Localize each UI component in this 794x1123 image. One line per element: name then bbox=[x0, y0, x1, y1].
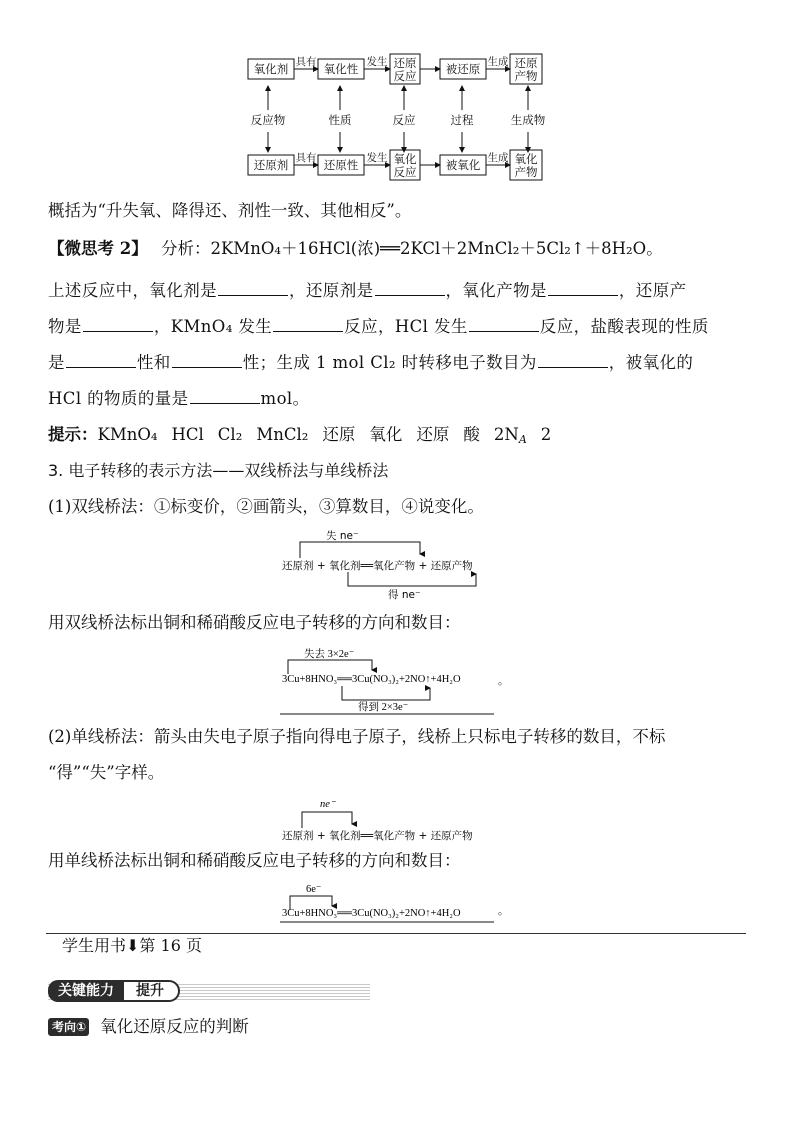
hint-answer: 还原 bbox=[416, 425, 450, 444]
page-number: 第 16 页 bbox=[139, 936, 202, 955]
concept-box-label: 氧化剂 bbox=[253, 62, 289, 76]
key-ability-banner bbox=[48, 980, 372, 1002]
single-bridge-generic-diagram bbox=[280, 794, 512, 842]
think-2-tag: 【微思考 2】 bbox=[48, 239, 148, 258]
answer-blank[interactable] bbox=[218, 281, 288, 296]
single-cu-period: 。 bbox=[498, 906, 509, 917]
concept-link-label: 发生 bbox=[366, 152, 388, 164]
answer-blank[interactable] bbox=[190, 389, 260, 404]
concept-box-label: 还原性 bbox=[323, 158, 359, 172]
concept-box-label: 被氧化 bbox=[445, 158, 481, 172]
arrow-down-icon: ⬇ bbox=[126, 936, 140, 955]
concept-box-label: 氧化性 bbox=[323, 62, 359, 76]
hint-answer: 还原 bbox=[322, 425, 356, 444]
concept-middle-label: 反应物 bbox=[250, 113, 286, 127]
concept-middle-label: 过程 bbox=[450, 113, 474, 127]
concept-box-label: 反应 bbox=[393, 69, 417, 83]
kaoxiang-number: ① bbox=[76, 1020, 87, 1034]
question-text: 性和 bbox=[136, 353, 171, 372]
single-cu-equation: 3Cu+8HNO₃══3Cu(NO₃)₂+2NO↑+4H₂O bbox=[282, 908, 461, 919]
double-bridge-task: 用双线桥法标出铜和稀硝酸反应电子转移的方向和数目： bbox=[48, 613, 461, 632]
kaoxiang-heading bbox=[48, 1016, 249, 1038]
question-line-4 bbox=[48, 388, 310, 410]
concept-link-label: 发生 bbox=[366, 56, 388, 68]
analysis-label: 分析： bbox=[160, 239, 211, 258]
double-bridge-generic-diagram bbox=[280, 528, 512, 600]
hint-answer: KMnO₄ bbox=[97, 425, 158, 444]
banner-right-text: 提升 bbox=[136, 983, 164, 999]
answer-blank[interactable] bbox=[66, 353, 136, 368]
banner-left-text: 关键能力 bbox=[58, 983, 114, 999]
concept-box-label: 还原 bbox=[393, 56, 417, 70]
question-text: ，还原产 bbox=[618, 281, 687, 300]
hint-line bbox=[48, 424, 551, 451]
section-3-title: 3. 电子转移的表示方法——双线桥法与单线桥法 bbox=[48, 461, 389, 480]
summary-text: 概括为“升失氧、降得还、剂性一致、其他相反”。 bbox=[48, 201, 412, 220]
lose-electron-label: 失 ne⁻ bbox=[326, 530, 359, 542]
answer-blank[interactable] bbox=[375, 281, 445, 296]
concept-link-label: 生成 bbox=[487, 152, 509, 164]
oxidation-reduction-concept-diagram bbox=[240, 50, 560, 186]
answer-blank[interactable] bbox=[172, 353, 242, 368]
concept-box-label: 被还原 bbox=[445, 62, 481, 76]
question-line-2 bbox=[48, 316, 709, 338]
concept-link-label: 生成 bbox=[487, 56, 509, 68]
question-text: mol。 bbox=[260, 389, 310, 408]
gain-electron-label: 得 ne⁻ bbox=[388, 589, 421, 600]
answer-blank[interactable] bbox=[273, 317, 343, 332]
question-text: HCl 的物质的量是 bbox=[48, 389, 189, 408]
student-book-label: 学生用书 bbox=[62, 936, 127, 955]
single-bridge-task: 用单线桥法标出铜和稀硝酸反应电子转移的方向和数目： bbox=[48, 851, 461, 870]
cu-gain-label: 得到 2×3e⁻ bbox=[358, 702, 409, 713]
student-book-ref bbox=[62, 935, 202, 957]
question-text: 上述反应中，氧化剂是 bbox=[48, 281, 217, 300]
concept-box-label: 氧化 bbox=[514, 152, 538, 166]
concept-box-label: 产物 bbox=[514, 165, 538, 179]
single-bridge-description-2: “得”“失”字样。 bbox=[48, 763, 165, 782]
question-text: 是 bbox=[48, 353, 65, 372]
kaoxiang-badge bbox=[48, 1018, 89, 1036]
concept-link-label: 具有 bbox=[295, 152, 317, 164]
hint-answer: MnCl₂ bbox=[256, 425, 309, 444]
question-line-3 bbox=[48, 352, 693, 374]
kaoxiang-label: 考向 bbox=[52, 1020, 77, 1034]
single-generic-equation: 还原剂 + 氧化剂══氧化产物 + 还原产物 bbox=[282, 830, 473, 842]
answer-blank[interactable] bbox=[548, 281, 618, 296]
answer-blank[interactable] bbox=[538, 353, 608, 368]
hint-subscript: A bbox=[518, 433, 527, 446]
hint-answer: 2N bbox=[493, 425, 519, 444]
concept-box-label: 氧化 bbox=[393, 152, 417, 166]
cu-lose-label: 失去 3×2e⁻ bbox=[304, 649, 355, 660]
concept-box-label: 产物 bbox=[514, 69, 538, 83]
question-text: 反应，HCl 发生 bbox=[344, 317, 468, 336]
concept-middle-label: 反应 bbox=[392, 113, 416, 127]
question-text: 物是 bbox=[48, 317, 82, 336]
concept-box-label: 反应 bbox=[393, 165, 417, 179]
answer-blank[interactable] bbox=[469, 317, 539, 332]
reaction-equation: 2KMnO₄＋16HCl(浓)══2KCl＋2MnCl₂＋5Cl₂↑＋8H₂O。 bbox=[210, 239, 663, 258]
question-text: ，被氧化的 bbox=[608, 353, 694, 372]
question-text: 反应，盐酸表现的性质 bbox=[539, 317, 709, 336]
single-bridge-description-1: (2)单线桥法：箭头由失电子原子指向得电子原子，线桥上只标电子转移的数目，不标 bbox=[48, 727, 666, 746]
concept-middle-label: 性质 bbox=[328, 113, 352, 127]
section-divider bbox=[46, 933, 746, 934]
question-text: 性；生成 1 mol Cl₂ 时转移电子数目为 bbox=[242, 353, 537, 372]
cu-equation: 3Cu+8HNO₃══3Cu(NO₃)₂+2NO↑+4H₂O bbox=[282, 674, 461, 685]
hint-answer: 氧化 bbox=[369, 425, 403, 444]
generic-equation: 还原剂 + 氧化剂══氧化产物 + 还原产物 bbox=[282, 560, 473, 572]
hint-answer: Cl₂ bbox=[217, 425, 243, 444]
double-bridge-cu-diagram bbox=[280, 646, 520, 718]
question-line-1 bbox=[48, 280, 687, 302]
hint-answer: HCl bbox=[171, 425, 204, 444]
single-bridge-cu-diagram bbox=[280, 882, 520, 926]
answer-blank[interactable] bbox=[83, 317, 153, 332]
single-cu-electron-label: 6e⁻ bbox=[306, 884, 322, 895]
double-bridge-description: (1)双线桥法：①标变价，②画箭头，③算数目，④说变化。 bbox=[48, 497, 484, 516]
concept-link-label: 具有 bbox=[295, 56, 317, 68]
concept-box-label: 还原剂 bbox=[253, 158, 289, 172]
question-text: ，还原剂是 bbox=[289, 281, 374, 300]
kaoxiang-title: 氧化还原反应的判断 bbox=[100, 1017, 249, 1036]
hint-answer: 2 bbox=[540, 425, 552, 444]
question-text: ，氧化产物是 bbox=[445, 281, 547, 300]
question-text: ，KMnO₄ 发生 bbox=[153, 317, 273, 336]
concept-box-label: 还原 bbox=[514, 56, 538, 70]
hint-answer: 酸 bbox=[463, 425, 480, 444]
single-electron-label: ne⁻ bbox=[320, 799, 336, 810]
cu-equation-period: 。 bbox=[498, 676, 509, 687]
think-2-line bbox=[48, 238, 663, 260]
concept-middle-label: 生成物 bbox=[510, 113, 546, 127]
hint-label: 提示： bbox=[48, 425, 98, 444]
